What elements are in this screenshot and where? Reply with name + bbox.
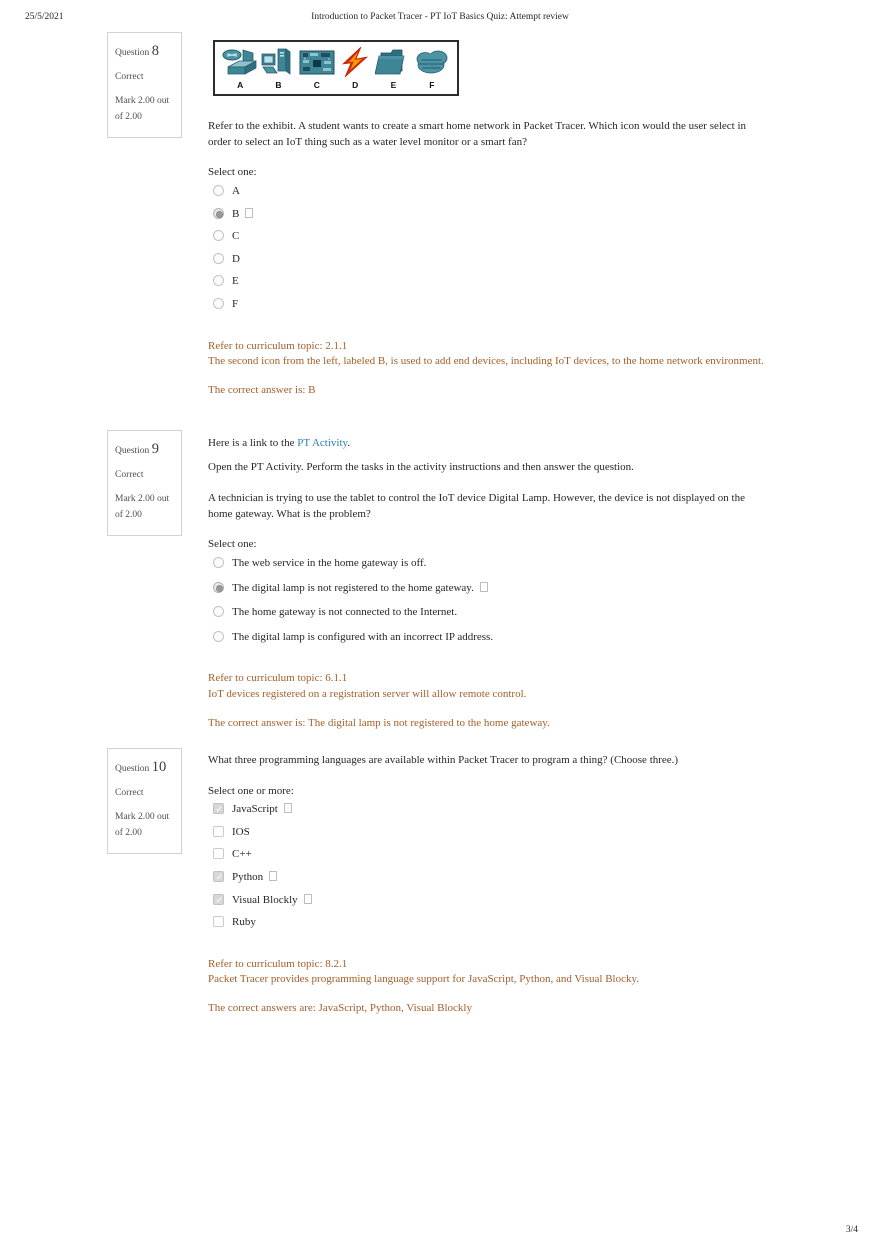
answer-option[interactable] <box>213 581 764 597</box>
radio-button[interactable] <box>213 185 224 196</box>
option-label: Ruby <box>232 916 256 929</box>
radio-button[interactable] <box>213 208 224 219</box>
exhibit-label-a: A <box>237 80 244 90</box>
checkbox[interactable] <box>213 871 224 882</box>
header-date: 25/5/2021 <box>25 12 64 22</box>
exhibit-label-b: B <box>275 80 282 90</box>
answer-option[interactable] <box>213 297 764 313</box>
question-label <box>115 40 175 63</box>
question-status: Correct <box>115 72 144 83</box>
question-text: What three programming languages are available within Packet Tracer to program a thing? (Choose three.) <box>208 754 679 766</box>
exhibit-item-a <box>221 47 259 91</box>
option-label: B <box>232 207 240 220</box>
option-label: A <box>232 184 240 197</box>
question-mark: Mark 2.00 out of 2.00 <box>115 96 170 122</box>
feedback-topic: Refer to curriculum topic: 8.2.1 <box>208 957 348 970</box>
answer-options <box>208 184 764 313</box>
question-status: Correct <box>115 470 144 481</box>
flag-glyph-icon <box>284 803 292 813</box>
checkbox[interactable] <box>213 848 224 859</box>
radio-button[interactable] <box>213 275 224 286</box>
answer-option[interactable] <box>213 870 764 886</box>
select-prompt: Select one: <box>208 166 257 179</box>
correct-answer: The correct answer is: B <box>208 383 316 396</box>
correct-answer: The correct answers are: JavaScript, Python, Visual Blockly <box>208 1002 472 1015</box>
answer-option[interactable] <box>213 915 764 931</box>
option-label: C <box>232 230 240 243</box>
answer-option[interactable] <box>213 893 764 909</box>
exhibit-item-e <box>374 47 412 91</box>
exhibit-item-f <box>413 47 451 91</box>
option-label: C++ <box>232 848 252 861</box>
exhibit-label-d: D <box>352 80 359 90</box>
option-label: E <box>232 275 239 288</box>
question-mark: Mark 2.00 out of 2.00 <box>115 494 170 520</box>
question-8-info-box <box>107 32 182 138</box>
option-label: D <box>232 252 240 265</box>
flag-glyph-icon <box>480 582 488 592</box>
option-label: F <box>232 297 239 310</box>
flag-glyph-icon <box>245 208 253 218</box>
exhibit-label-e: E <box>390 80 397 90</box>
question-number: 10 <box>151 759 167 775</box>
question-number: 8 <box>151 43 159 59</box>
correct-answer: The correct answer is: The digital lamp is not registered to the home gateway. <box>208 716 550 729</box>
answer-option[interactable] <box>213 825 764 841</box>
option-label: The web service in the home gateway is off. <box>232 557 427 570</box>
feedback-block <box>208 671 764 731</box>
flag-glyph-icon <box>304 894 312 904</box>
option-label: The home gateway is not connected to the Internet. <box>232 606 458 619</box>
select-prompt: Select one: <box>208 538 257 551</box>
question-word: Question <box>115 48 150 58</box>
answer-option[interactable] <box>213 274 764 290</box>
question-label <box>115 438 175 461</box>
pt-activity-line <box>208 436 764 452</box>
radio-button[interactable] <box>213 230 224 241</box>
answer-option[interactable] <box>213 207 764 223</box>
question-8-block <box>107 32 764 398</box>
question-text: Refer to the exhibit. A student wants to create a smart home network in Packet Tracer. Which icon would the user select in order to select an IoT thing such as a water level monitor or a smart fan? <box>208 120 747 148</box>
feedback-explanation: The second icon from the left, labeled B, is used to add end devices, including IoT devices, to the home network environment. <box>208 355 764 368</box>
connections-lightning-bolt-icon <box>337 47 373 77</box>
answer-option[interactable] <box>213 252 764 268</box>
question-10-info-box <box>107 748 182 854</box>
intro-suffix: . <box>347 437 351 449</box>
feedback-topic: Refer to curriculum topic: 6.1.1 <box>208 672 348 685</box>
end-devices-computer-icon <box>260 47 296 77</box>
option-label: IOS <box>232 825 250 838</box>
radio-button[interactable] <box>213 253 224 264</box>
activity-instructions: Open the PT Activity. Perform the tasks in the activity instructions and then answer the question. <box>208 460 634 473</box>
select-prompt: Select one or more: <box>208 784 294 797</box>
question-8-content <box>208 32 764 398</box>
network-cloud-icon <box>414 47 450 77</box>
option-label: The digital lamp is not registered to the home gateway. <box>232 581 474 594</box>
answer-option[interactable] <box>213 229 764 245</box>
question-mark: Mark 2.00 out of 2.00 <box>115 812 170 838</box>
question-9-info-box <box>107 430 182 536</box>
radio-button[interactable] <box>213 298 224 309</box>
exhibit-label-f: F <box>429 80 435 90</box>
answer-option[interactable] <box>213 556 764 572</box>
components-circuit-board-icon <box>299 47 335 77</box>
question-status: Correct <box>115 788 144 799</box>
answer-options <box>208 556 764 645</box>
feedback-block <box>208 957 764 1017</box>
answer-option[interactable] <box>213 630 764 646</box>
question-word: Question <box>115 446 150 456</box>
checkbox[interactable] <box>213 916 224 927</box>
radio-button[interactable] <box>213 582 224 593</box>
option-label: Visual Blockly <box>232 893 298 906</box>
question-label <box>115 756 175 779</box>
network-devices-icon <box>222 47 258 77</box>
question-number: 9 <box>151 441 159 457</box>
answer-option[interactable] <box>213 184 764 200</box>
answer-options <box>208 802 764 931</box>
feedback-topic: Refer to curriculum topic: 2.1.1 <box>208 339 348 352</box>
exhibit-label-c: C <box>313 80 320 90</box>
answer-option[interactable] <box>213 847 764 863</box>
radio-button[interactable] <box>213 631 224 642</box>
feedback-block <box>208 339 764 399</box>
feedback-explanation: Packet Tracer provides programming language support for JavaScript, Python, and Visual Blocky. <box>208 973 640 986</box>
option-label: Python <box>232 871 264 884</box>
question-10-block <box>107 748 764 1017</box>
folder-icon <box>375 47 411 77</box>
question-text: A technician is trying to use the tablet to control the IoT device Digital Lamp. However, the device is not displayed on the home gateway. What is the problem? <box>208 492 745 520</box>
question-9-block <box>107 430 764 731</box>
exhibit-item-c <box>298 47 336 91</box>
page-number: 3/4 <box>845 1225 858 1235</box>
radio-button[interactable] <box>213 606 224 617</box>
header-title: Introduction to Packet Tracer - PT IoT Basics Quiz: Attempt review <box>311 12 569 22</box>
question-word: Question <box>115 764 150 774</box>
question-9-content <box>208 430 764 731</box>
exhibit-item-b <box>259 47 297 91</box>
checkbox[interactable] <box>213 826 224 837</box>
exhibit-item-d <box>336 47 374 91</box>
exhibit-image <box>213 40 459 96</box>
intro-prefix: Here is a link to the <box>208 437 298 449</box>
option-label: The digital lamp is configured with an incorrect IP address. <box>232 630 494 643</box>
pt-activity-link[interactable]: PT Activity <box>297 437 348 449</box>
checkbox[interactable] <box>213 894 224 905</box>
question-10-content <box>208 748 764 1017</box>
option-label: JavaScript <box>232 803 278 816</box>
feedback-explanation: IoT devices registered on a registration server will allow remote control. <box>208 688 527 701</box>
flag-glyph-icon <box>269 871 277 881</box>
checkbox[interactable] <box>213 803 224 814</box>
radio-button[interactable] <box>213 557 224 568</box>
answer-option[interactable] <box>213 605 764 621</box>
answer-option[interactable] <box>213 802 764 818</box>
